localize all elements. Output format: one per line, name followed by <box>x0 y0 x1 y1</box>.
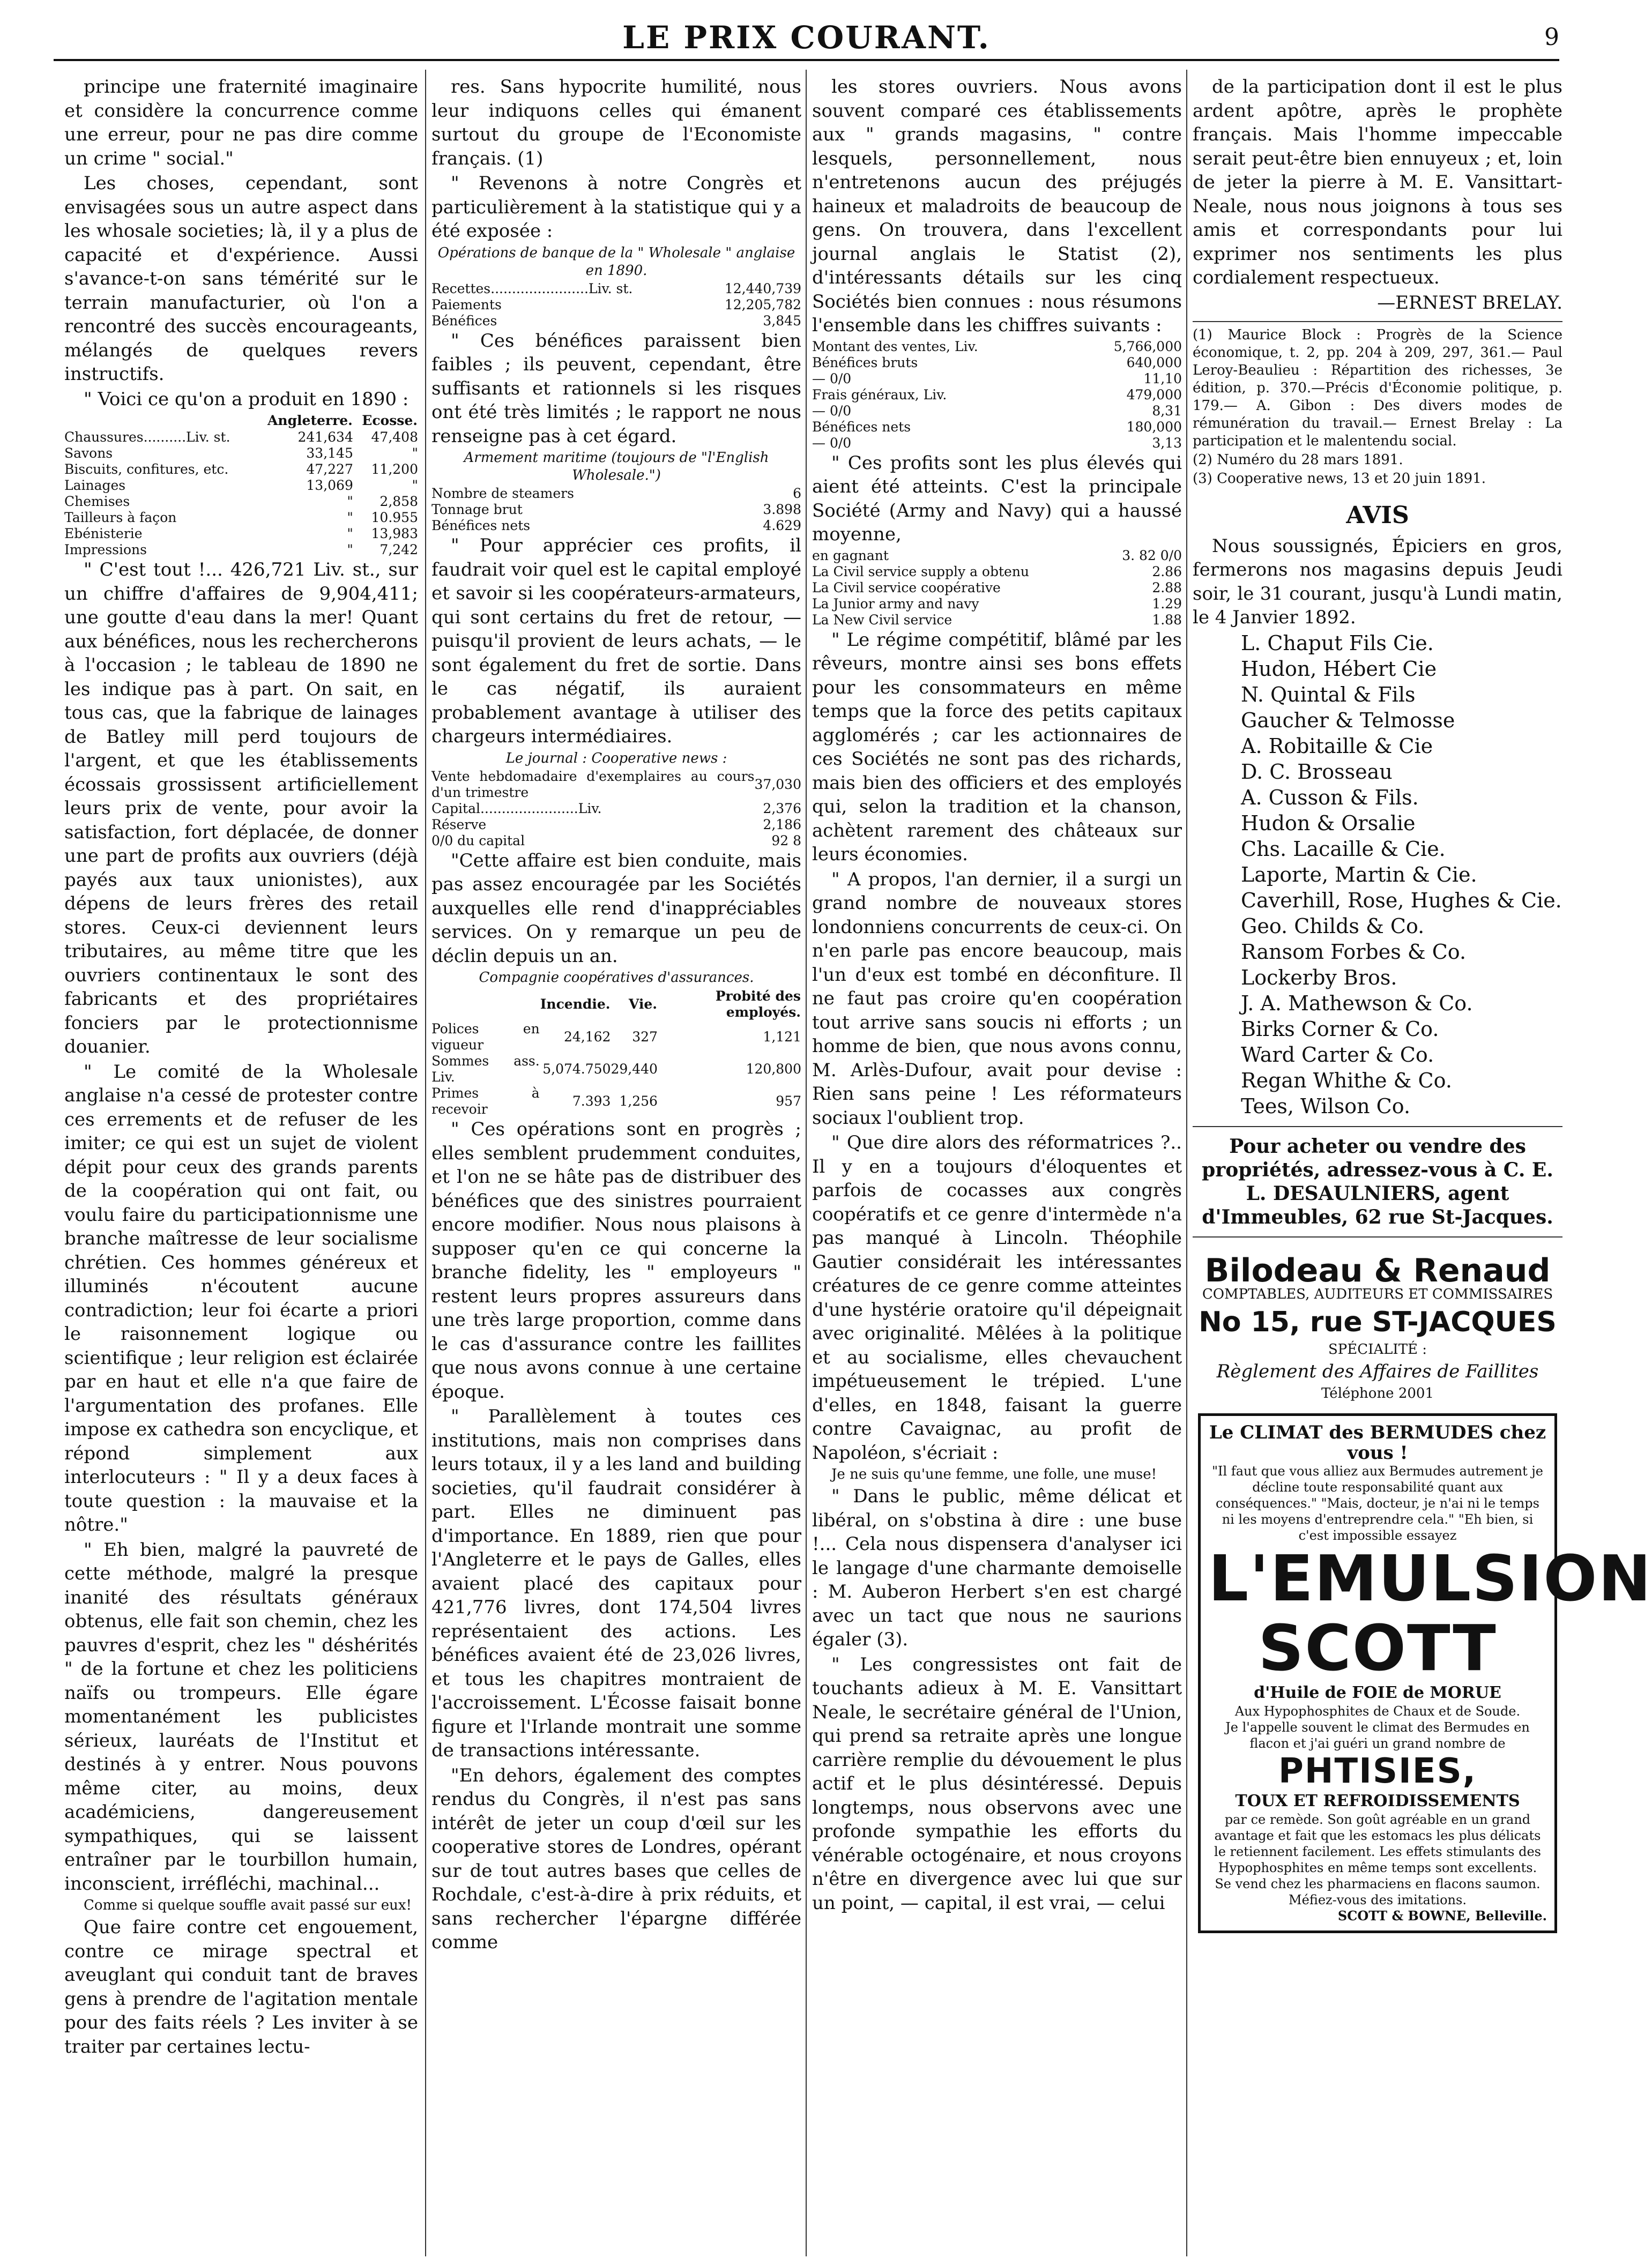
list-item: A. Cusson & Fils. <box>1241 785 1419 809</box>
table-row: Vente hebdomadaire d'exemplaires au cours d'un trimestre 37,030 <box>431 768 801 800</box>
gains-table <box>812 548 1182 628</box>
ad-brand-name: SCOTT <box>1258 1611 1497 1685</box>
table-row: Tonnage brut 3.898 <box>431 502 801 517</box>
footnote: (1) Maurice Block : Progrès de la Science économique, t. 2, pp. 204 à 209, 297, 361.— Paul Leroy-Beaulieu : Répartition des richesses, 3e édition, p. 370.—Précis d'Économie politique, p. 179.— A. Gibon : Des divers modes de rémunération du travail.— Ernest Brelay : La participation et le malentendu social. <box>1193 327 1562 449</box>
quote-line: Je ne suis qu'une femme, une folle, une muse! <box>831 1466 1157 1482</box>
table-title: Compagnie coopératives d'assurances. <box>479 970 754 986</box>
footnote: (3) Cooperative news, 13 et 20 juin 1891. <box>1193 471 1486 487</box>
ad-product-line: d'Huile de FOIE de MORUE <box>1254 1683 1501 1702</box>
table-row: 0/0 du capital 92 8 <box>431 832 801 848</box>
table-row: Tailleurs à façon " 10.955 <box>64 510 418 525</box>
table-row: La Junior army and navy 1.29 <box>812 595 1182 612</box>
property-ad: Pour acheter ou vendre des propriétés, adressez-vous à C. E. L. DESAULNIERS, agent d'Immeubles, 62 rue St-Jacques. <box>1202 1135 1553 1228</box>
table-row: Bénéfices nets 4.629 <box>431 518 801 533</box>
list-item: N. Quintal & Fils <box>1241 682 1416 706</box>
stores-table <box>812 339 1182 451</box>
quote-line: Comme si quelque souffle avait passé sur eux! <box>84 1897 412 1913</box>
avis-title: AVIS <box>1346 502 1409 529</box>
table-row: Capital.......................Liv. 2,376 <box>431 800 801 816</box>
ad-signature: SCOTT & BOWNE, Belleville. <box>1337 1907 1547 1924</box>
divider <box>1193 1236 1562 1238</box>
bilodeau-telephone: Téléphone 2001 <box>1321 1385 1434 1402</box>
shipping-table <box>431 486 801 534</box>
paragraph: Les choses, cependant, sont envisagées sous un autre aspect dans les whosale societies; là, il y a plus de capacité et d'expérience. Aussi s'avance-t-on sans témérité sur le terrain manufacturier, où l'on a rencontré des succès encourageants, mélangés de quelques revers instructifs. <box>64 173 418 385</box>
ad-subline: TOUX ET REFROIDISSEMENTS <box>1235 1791 1520 1810</box>
column-3 <box>812 75 1182 2251</box>
paragraph: principe une fraternité imaginaire et considère la concurrence comme une erreur, pour ne pas dire comme un crime " social." <box>64 76 418 169</box>
avis-text: Nous soussignés, Épiciers en gros, fermerons nos magasins depuis Jeudi soir, le 31 courant, jusqu'à Lundi matin, le 4 Janvier 1892. <box>1193 535 1562 628</box>
bilodeau-renaud-name: Bilodeau & Renaud <box>1204 1251 1551 1289</box>
table-row: Ebénisterie " 13,983 <box>64 526 418 541</box>
column-4 <box>1193 75 1652 2251</box>
bilodeau-address: No 15, rue ST-JACQUES <box>1199 1306 1557 1338</box>
paragraph: " Le comité de la Wholesale anglaise n'a cessé de protester contre ces errements et de refuser de les imiter; ce qui est un sujet de violent dépit pour ceux des grands parents de la coopération qui ont fait, ou voulu faire du participationnisme une branche maîtresse de leur socialisme chrétien. Ces hommes généreux et illuminés n'écoutent aucune contradiction; leur foi écarte a priori le raisonnement logique ou scientifique ; leur religion est éclairée par en haut et elle n'a que faire de l'argumentation des profanes. Elle impose ex cathedra son encyclique, et répond simplement aux interlocuteurs : " Il y a deux faces à toute question : la mauvaise et la nôtre." <box>64 1061 418 1535</box>
list-item: Lockerby Bros. <box>1241 965 1397 989</box>
table-row: La Civil service coopérative 2.88 <box>812 579 1182 595</box>
table-row: — 0/0 8,31 <box>812 402 1182 419</box>
production-table <box>64 412 418 558</box>
journal-table <box>431 769 801 849</box>
list-item: Birks Corner & Co. <box>1241 1017 1439 1041</box>
paragraph: " Ces opérations sont en progrès ; elles semblent prudemment conduites, et l'on ne se hâte pas de distribuer des bénéfices que des sinistres pourraient encore modifier. Nous nous plaisons à supposer qu'en ce qui concerne la branche fidelity, les " employeurs " restent leurs propres assureurs dans une très large proportion, comme dans le cas d'assurance contre les faillites que nous avons connue à une certaine époque. <box>431 1119 801 1403</box>
table-row: Bénéfices 3,845 <box>431 312 801 329</box>
ad-product-name: L'EMULSION <box>1208 1541 1652 1615</box>
table-row: en gagnant 3. 82 0/0 <box>812 547 1182 563</box>
list-item: D. C. Brosseau <box>1241 759 1393 784</box>
table-row: La New Civil service 1.88 <box>812 612 1182 628</box>
paragraph: " Eh bien, malgré la pauvreté de cette méthode, malgré la presque inanité des résultats généraux obtenus, elle fait son chemin, chez les pauvres d'esprit, chez les " déshérités " de la fortune et chez les politiciens naïfs ou trompeurs. Elle égare momentanément les publicistes sérieux, lauréats de l'Institut et destinés à y entrer. Nous pouvons même citer, au moins, deux académiciens, dangereusement sympathiques, qui se laissent entraîner par le tourbillon humain, inconscient, irréfléchi, machinal... <box>64 1539 418 1895</box>
ad-text: par ce remède. Son goût agréable en un grand avantage et fait que les estomacs les plus délicats le retiennent facilement. Les effets stimulants des Hypophosphites en même temps sont excellents. Se vend chez les pharmaciens en flacons saumon. Méfiez-vous des imitations. <box>1214 1812 1541 1907</box>
footnote: (2) Numéro du 28 mars 1891. <box>1193 452 1403 468</box>
table-row: Bénéfices bruts 640,000 <box>812 354 1182 370</box>
table-title: Opérations de banque de la " Wholesale " anglaise en 1890. <box>437 244 795 279</box>
paragraph: " Parallèlement à toutes ces institutions, mais non comprises dans leurs totaux, il y a les land and building societies, qu'il faudrait considérer à part. Elles ne diminuent pas d'importance. En 1889, rien que pour l'Angleterre et le pays de Galles, elles avaient placé des capitaux pour 421,776 livres, dont 174,504 livres représentaient des actions. Les bénéfices avaient été de 23,026 livres, et tous les chapitres montraient de l'accroissement. L'Écosse faisait bonne figure et l'Irlande montrait une somme de transactions intéressante. <box>431 1406 801 1761</box>
list-item: Hudon, Hébert Cie <box>1241 657 1437 681</box>
insurance-table: Incendie. Vie. Probité des employés. Polices en vigueur 24,162 327 1,121 Sommes ass. Liv. 5,074.750 29,440 120,800 Primes à recevoir 7.393 1,256 957 <box>431 988 801 1117</box>
table-header: Angleterre. <box>267 413 353 428</box>
table-row: Impressions " 7,242 <box>64 542 418 557</box>
paragraph: " Voici ce qu'on a produit en 1890 : <box>84 388 409 410</box>
table-row: — 0/0 11,10 <box>812 370 1182 386</box>
bank-table <box>431 281 801 329</box>
table-title: Le journal : Cooperative news : <box>505 750 727 766</box>
list-item: Laporte, Martin & Cie. <box>1241 862 1477 886</box>
table-title: Armement maritime (toujours de "l'English Wholesale.") <box>464 450 769 483</box>
list-item: Gaucher & Telmosse <box>1241 708 1455 732</box>
table-row: Chaussures..........Liv. st. 241,634 47,408 <box>64 429 418 445</box>
column-divider <box>806 70 807 2256</box>
paragraph: " Dans le public, même délicat et libéral, on s'obstina à dire : une buse !... Cela nous dispensera d'analyser ici le langage d'une charmante demoiselle : M. Auberon Herbert s'en est chargé avec un tact que nous ne saurions égaler (3). <box>812 1486 1182 1650</box>
paragraph: "En dehors, également des comptes rendus du Congrès, il n'est pas sans intérêt de jeter un coup d'œil sur les cooperative stores de Londres, opérant sur de tout autres bases que celles de Rochdale, c'est-à-dire à prix réduits, et sans rechercher l'épargne différée comme <box>431 1764 801 1953</box>
ad-ingredients: Aux Hypophosphites de Chaux et de Soude. <box>1234 1703 1521 1719</box>
list-item: Ward Carter & Co. <box>1241 1042 1434 1067</box>
paragraph: " Ces profits sont les plus élevés qui aient été atteints. C'est la principale Société (Army and Navy) qui a haussé moyenne, <box>812 452 1182 545</box>
paragraph: Que faire contre cet engouement, contre ce mirage spectral et aveuglant qui conduit tant de braves gens à prendre de l'agitation mentale pour des faits réels ? Les inviter à se traiter par certaines lectu- <box>64 1917 418 2058</box>
table-row: Recettes.......................Liv. st. 12,440,739 <box>431 280 801 296</box>
table-row: Paiements 12,205,782 <box>431 296 801 312</box>
bilodeau-specialty: Règlement des Affaires de Faillites <box>1216 1361 1539 1382</box>
paragraph: " Revenons à notre Congrès et particulièrement à la statistique qui y a été exposée : <box>431 173 801 242</box>
page-number: 9 <box>1544 24 1559 51</box>
header-rule <box>54 59 1559 61</box>
scott-emulsion-ad <box>1198 1413 1652 1933</box>
paragraph: " A propos, l'an dernier, il a surgi un grand nombre de nouveaux stores londonniens concurrents de ceux-ci. On n'en parle pas encore beaucoup, mais l'un d'eux est tombé en déconfiture. Il ne faut pas croire qu'en coopération tout arrive sans soucis ni efforts ; un homme de bien, que nous avons connu, M. Arlès-Dufour, avait pour devise : Rien sans peine ! Les réformateurs sociaux l'oublient trop. <box>812 868 1182 1129</box>
firm-list <box>1193 631 1562 1119</box>
divider <box>1193 321 1562 322</box>
table-row: — 0/0 3,13 <box>812 435 1182 451</box>
paragraph: " C'est tout !... 426,721 Liv. st., sur un chiffre d'affaires de 9,904,411; une goutte d'eau dans la mer! Quant aux bénéfices, nous les rechercherons à l'occasion ; le tableau de 1890 ne les indique pas à part. On sait, en tous cas, que la fabrique de lainages de Batley mill perd toujours de l'argent, et que les établissements écossais grossissent artificiellement leurs prix de vente, pour avoir la satisfaction, fort déplacée, de donner une part de profits aux ouvriers (déjà payés aux taux unionistes), aux dépens de leurs frères des retail stores. Ceux-ci deviennent leurs tributaires, au même titre que les ouvriers continentaux le sont des fabricants et des propriétaires fonciers par le protectionnisme douanier. <box>64 559 418 1057</box>
paragraph: " Le régime compétitif, blâmé par les rêveurs, montre ainsi ses bons effets pour les consommateurs en même temps que la force des petits capitaux agglomérés ; car les actionnaires de ces Sociétés ne sont pas des richards, mais bien des officiers et des employés qui, selon la tradition et la chanson, achètent rarement des châteaux sur leurs économies. <box>812 629 1182 865</box>
ad-headline: Le CLIMAT des BERMUDES chez vous ! <box>1209 1421 1546 1464</box>
table-row: Frais généraux, Liv. 479,000 <box>812 386 1182 402</box>
column-divider <box>1186 70 1187 2256</box>
ad-text: "Il faut que vous alliez aux Bermudes autrement je décline toute responsabilité quant aux conséquences." "Mais, docteur, je n'ai ni le temps ni les moyens d'entreprendre cela." "Eh bien, si c'est impossible essayez <box>1211 1463 1543 1543</box>
list-item: Caverhill, Rose, Hughes & Cie. <box>1241 888 1562 912</box>
list-item: A. Robitaille & Cie <box>1241 734 1433 758</box>
paragraph: " Les congressistes ont fait de touchants adieux à M. E. Vansittart Neale, le secrétaire général de l'Union, qui prend sa retraite après une longue carrière remplie du dévouement le plus actif et le plus désintéressé. Depuis longtemps, nous observons avec une profonde sympathie les efforts du vénérable octogénaire, et nous croyons n'être en divergence avec lui que sur un point, — capital, il est vrai, — celui <box>812 1653 1182 1914</box>
paragraph: " Pour apprécier ces profits, il faudrait voir quel est le capital employé et savoir si les coopérateurs-armateurs, qui sont certains du fret de retour, — puisqu'il provient de leurs achats, — le sont également du fret de sortie. Dans le cas négatif, ils auraient probablement avantage à utiliser des chargeurs intermédiaires. <box>431 535 801 747</box>
table-row: Primes à recevoir 7.393 1,256 957 <box>431 1085 801 1117</box>
table-row: Sommes ass. Liv. 5,074.750 29,440 120,800 <box>431 1053 801 1085</box>
list-item: Regan Whithe & Co. <box>1241 1068 1452 1092</box>
list-item: Ransom Forbes & Co. <box>1241 940 1467 964</box>
column-divider <box>425 70 426 2256</box>
page-header <box>54 16 1559 64</box>
ad-disease: PHTISIES, <box>1278 1751 1477 1791</box>
bilodeau-specialty-label: SPÉCIALITÉ : <box>1328 1341 1427 1358</box>
ad-text: Je l'appelle souvent le climat des Bermudes en flacon et j'ai guéri un grand nombre de <box>1225 1719 1530 1751</box>
paragraph: " Ces bénéfices paraissent bien faibles ; ils peuvent, cependant, être suffisants et rationnels si les risques ont été très limités ; le rapport ne nous renseigne pas à cet égard. <box>431 330 801 447</box>
paragraph: res. Sans hypocrite humilité, nous leur indiquons celles qui émanent surtout du groupe de l'Economiste français. (1) <box>431 76 801 169</box>
bilodeau-subtitle: COMPTABLES, AUDITEURS ET COMMISSAIRES <box>1202 1286 1553 1302</box>
table-row: Réserve 2,186 <box>431 816 801 832</box>
paragraph: "Cette affaire est bien conduite, mais pas assez encouragée par les Sociétés auxquelles elle rend d'inappréciables services. On y remarque un peu de déclin depuis un an. <box>431 849 801 967</box>
list-item: J. A. Mathewson & Co. <box>1241 991 1473 1015</box>
list-item: Chs. Lacaille & Cie. <box>1241 837 1446 861</box>
column-1 <box>64 75 418 2251</box>
page-title: LE PRIX COURANT. <box>622 19 991 56</box>
table-row: Lainages 13,069 " <box>64 478 418 493</box>
list-item: Geo. Childs & Co. <box>1241 914 1425 938</box>
list-item: L. Chaput Fils Cie. <box>1241 631 1434 655</box>
table-row: Biscuits, confitures, etc. 47,227 11,200 <box>64 461 418 477</box>
table-row: Nombre de steamers 6 <box>431 486 801 501</box>
table-row: Montant des ventes, Liv. 5,766,000 <box>812 338 1182 354</box>
column-2 <box>431 75 801 2251</box>
paragraph: les stores ouvriers. Nous avons souvent comparé ces établissements aux " grands magasins, " contre lesquels, personnellement, nous n'entretenons aucun des préjugés haineux et maladroits de beaucoup de gens. On trouvera, dans l'excellent journal anglais le Statist (2), d'intéressants détails sur les cinq Sociétés bien connues : nous résumons l'ensemble dans les chiffres suivants : <box>812 76 1182 336</box>
table-row: Chemises " 2,858 <box>64 494 418 509</box>
table-header: Ecosse. <box>362 413 418 428</box>
table-row: Polices en vigueur 24,162 327 1,121 <box>431 1021 801 1053</box>
list-item: Hudon & Orsalie <box>1241 811 1416 835</box>
list-item: Tees, Wilson Co. <box>1241 1094 1411 1118</box>
table-row: La Civil service supply a obtenu 2.86 <box>812 563 1182 579</box>
paragraph: " Que dire alors des réformatrices ?.. Il y en a toujours d'éloquentes et parfois de cocasses aux congrès coopératifs et ce genre d'intermède n'a pas manqué à Lincoln. Théophile Gautier considérait les intéressantes créatures de ce genre comme atteintes d'une hystérie oratoire qu'il dépeignait avec originalité. Mêlées à la politique et au socialisme, elles chevauchent impétueusement le trépied. L'une d'elles, en 1848, faisant la guerre contre Cavaignac, au profit de Napoléon, s'écriait : <box>812 1132 1182 1464</box>
paragraph: de la participation dont il est le plus ardent apôtre, après le prophète français. Mais l'homme impeccable serait peut-être bien ennuyeux ; et, loin de jeter la pierre à M. E. Vansittart-Neale, nous nous joignons à tous ses amis et correspondants pour lui exprimer nos sentiments les plus cordialement respectueux. <box>1193 76 1562 288</box>
divider <box>1193 1126 1562 1127</box>
table-row: Bénéfices nets 180,000 <box>812 419 1182 435</box>
table-row: Savons 33,145 " <box>64 445 418 461</box>
signature: —ERNEST BRELAY. <box>1377 292 1562 314</box>
